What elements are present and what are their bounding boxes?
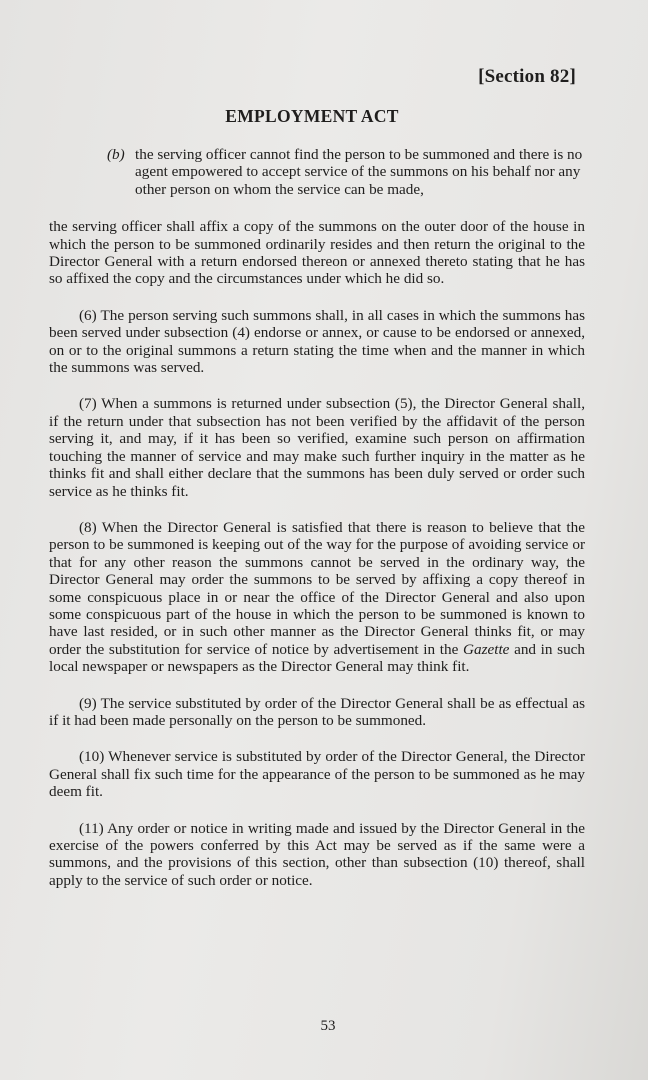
paragraph-subsection-11 <box>49 820 585 890</box>
paragraph-text: (10) Whenever service is substituted by order of the Director General, the Director General shall fix such time for the appearance of the person to be summoned as he may deem fit. <box>49 748 585 801</box>
paragraph-subsection-10 <box>49 748 585 800</box>
paragraph-subsection-8 <box>49 519 585 676</box>
gazette-italic: Gazette <box>463 640 510 658</box>
section-reference: [Section 82] <box>478 66 576 87</box>
paragraph-subsection-7 <box>49 395 585 499</box>
paragraph-text: (11) Any order or notice in writing made and issued by the Director General in the exercise of the powers conferred by this Act may be served as if the same were a summons, and the provisions of this section, other than subsection (10) thereof, shall apply to the service of such order or notice. <box>49 819 585 889</box>
paragraph-text: and in such local newspaper or newspapers as the Director General may think fit. <box>49 640 585 676</box>
paragraph-text: (9) The service substituted by order of the Director General shall be as effectual as if it had been made personally on the person to be summoned. <box>49 694 585 729</box>
clause-b <box>49 146 585 198</box>
paragraph-text: (8) When the Director General is satisfied that there is reason to believe that the person to be summoned is keeping out of the way for the purpose of avoiding service or that for any other reason the summons cannot be served in the ordinary way, the Director General may order the summons to be served by affixing a copy thereof in some conspicuous place in or near the office of the Director General and also upon some conspicuous part of the house in which the person to be summoned is known to have last resided, or in such other manner as the Director General thinks fit, or may order the substitution for service of notice by advertisement in the <box>49 518 585 658</box>
page-number: 53 <box>320 1018 336 1034</box>
paragraph-subsection-9 <box>49 695 585 730</box>
paragraph-text: the serving officer shall affix a copy of the summons on the outer door of the house in which the person to be summoned ordinarily resides and then return the original to the Director General with a return endorsed thereon or annexed thereto stating that he has so affixed the copy and the circumstances under which he did so. <box>49 218 585 288</box>
paragraph-continuation <box>49 218 585 288</box>
paragraph-text: (6) The person serving such summons shall, in all cases in which the summons has been served under subsection (4) endorse or annex, or cause to be endorsed or annexed, on or to the original summons a return stating the time when and the manner in which the summons was served. <box>49 306 585 377</box>
paragraph-subsection-6 <box>49 307 585 377</box>
act-title: EMPLOYMENT ACT <box>225 106 399 126</box>
paragraph-text: (7) When a summons is returned under subsection (5), the Director General shall, if the return under that subsection has not been verified by the affidavit of the person serving it, and may, if it has been so verified, examine such person on affirmation touching the manner of service and may make such further inquiry in the matter as he thinks fit and shall either declare that the summons has been duly served or order such service as he thinks fit. <box>49 395 585 500</box>
body-text <box>49 146 585 908</box>
clause-text: the serving officer cannot find the person to be summoned and there is no agent empowered to accept service of the summons on his behalf nor any other person on whom the service can be made, <box>135 146 583 198</box>
clause-label: (b) <box>107 146 125 163</box>
